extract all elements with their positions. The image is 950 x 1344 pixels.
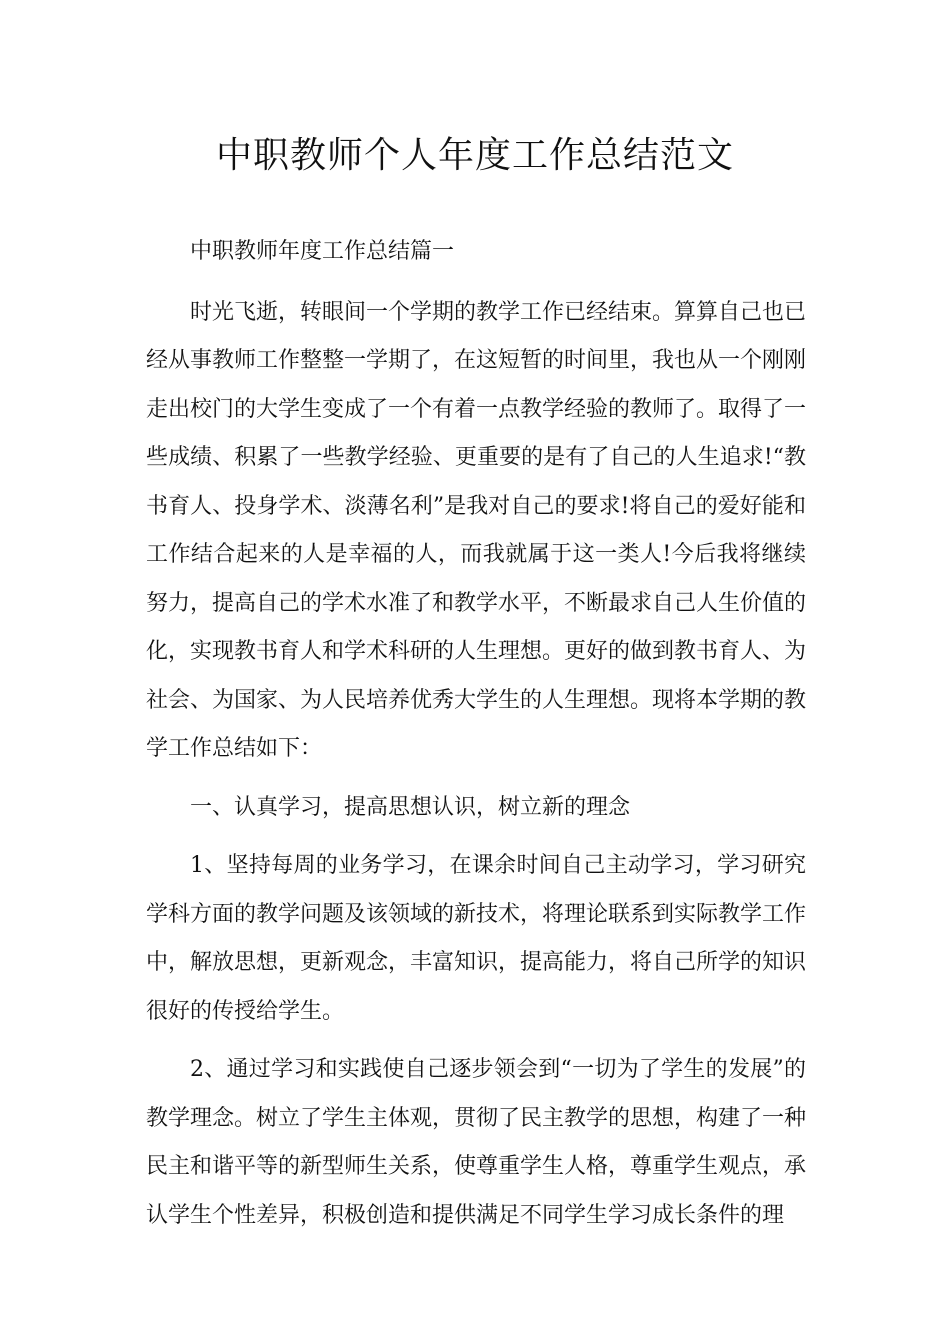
section-heading: 一、认真学习，提高思想认识，树立新的理念: [190, 794, 631, 820]
body-paragraph: 2、通过学习和实践使自己逐步领会到“一切为了学生的发展”的教学理念。树立了学生主体观，贯彻了民主教学的思想，构建了一种民主和谐平等的新型师生关系，使尊重学生人格，尊重学生观点，承认学生个性差异，积极创造和提供满足不同学生学习成长条件的理: [146, 1057, 807, 1228]
section-heading: 中职教师年度工作总结篇一: [190, 239, 455, 264]
document-title: 中职教师个人年度工作总结范文: [215, 135, 734, 176]
body-paragraph: 时光飞逝，转眼间一个学期的教学工作已经结束。算算自己也已经从事教师工作整整一学期了，在这短暂的时间里，我也从一个刚刚走出校门的大学生变成了一个有着一点教学经验的教师了。取得了一些成绩、积累了一些教学经验、更重要的是有了自己的人生追求!“教书育人、投身学术、淡薄名利”是我对自己的要求!将自己的爱好能和工作结合起来的人是幸福的人，而我就属于这一类人!今后我将继续努力，提高自己的学术水准了和教学水平，不断最求自己人生价值的化，实现教书育人和学术科研的人生理想。更好的做到教书育人、为社会、为国家、为人民培养优秀大学生的人生理想。现将本学期的教学工作总结如下：: [146, 299, 807, 761]
body-paragraph: 1、坚持每周的业务学习，在课余时间自己主动学习，学习研究学科方面的教学问题及该领域的新技术，将理论联系到实际教学工作中，解放思想，更新观念，丰富知识，提高能力，将自己所学的知识很好的传授给学生。: [146, 853, 807, 1024]
document-body: [146, 228, 806, 1240]
